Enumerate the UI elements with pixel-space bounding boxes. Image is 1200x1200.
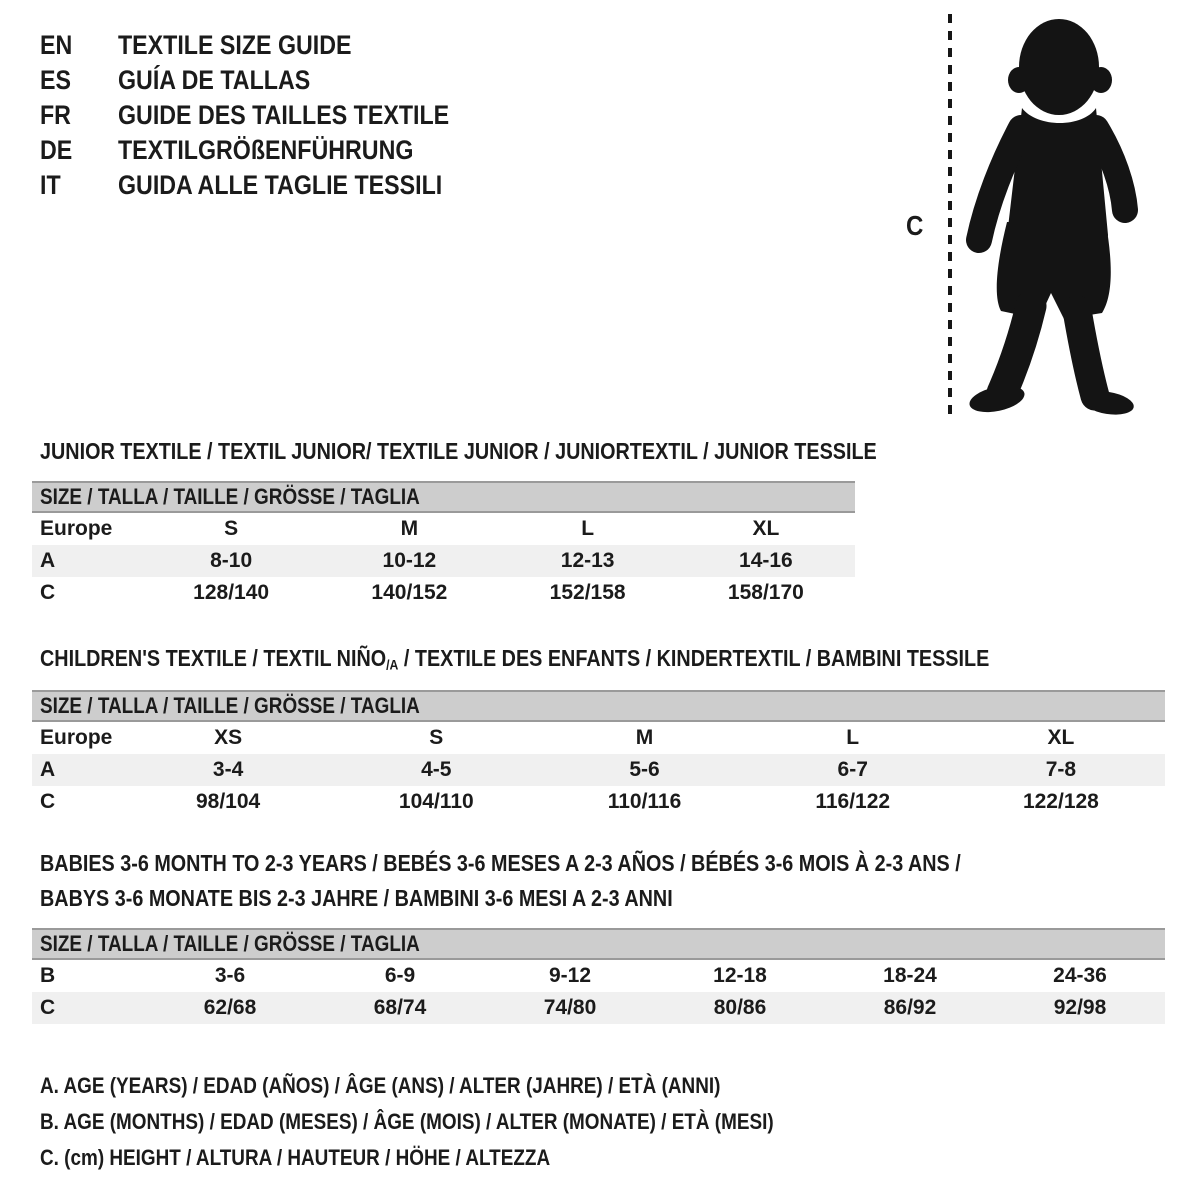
age-cell: 10-12 bbox=[382, 549, 437, 572]
size-table-junior bbox=[32, 481, 855, 609]
language-code: FR bbox=[40, 100, 71, 130]
table-header-bar: SIZE / TALLA / TAILLE / GRÖSSE / TAGLIA bbox=[32, 690, 1165, 722]
height-cell: 128/140 bbox=[193, 581, 270, 604]
height-cell: 158/170 bbox=[727, 581, 804, 604]
size-cell: M bbox=[635, 726, 654, 749]
section-title-babies-line2: BABYS 3-6 MONATE BIS 2-3 JAHRE / BAMBINI 3-6 MESI A 2-3 ANNI bbox=[40, 885, 673, 911]
row-label: A bbox=[40, 549, 56, 572]
age-cell: 3-4 bbox=[212, 758, 244, 781]
legend-age-years: A. AGE (YEARS) / EDAD (AÑOS) / ÂGE (ANS) / ALTER (JAHRE) / ETÀ (ANNI) bbox=[40, 1073, 721, 1098]
height-cell: 110/116 bbox=[607, 790, 682, 813]
row-label: Europe bbox=[40, 726, 113, 749]
language-title-list bbox=[40, 28, 503, 203]
row-label: C bbox=[40, 996, 56, 1019]
table-row-height bbox=[32, 786, 1165, 818]
height-cell: 140/152 bbox=[371, 581, 448, 604]
months-cell: 24-36 bbox=[1053, 964, 1107, 987]
language-row bbox=[40, 98, 503, 133]
legend-height-cm: C. (cm) HEIGHT / ALTURA / HAUTEUR / HÖHE / ALTEZZA bbox=[40, 1145, 551, 1170]
nino-a-subscript: /A bbox=[386, 657, 399, 674]
months-cell: 6-9 bbox=[384, 964, 416, 987]
table-row-months bbox=[32, 960, 1165, 992]
table-row-age bbox=[32, 545, 855, 577]
section-title-babies-line1: BABIES 3-6 MONTH TO 2-3 YEARS / BEBÉS 3-6 MESES A 2-3 AÑOS / BÉBÉS 3-6 MOIS À 2-3 ANS / bbox=[40, 850, 961, 876]
months-cell: 18-24 bbox=[883, 964, 937, 987]
height-cell: 152/158 bbox=[549, 581, 626, 604]
language-label: GUIDE DES TAILLES TEXTILE bbox=[118, 100, 450, 130]
legend bbox=[40, 1068, 893, 1176]
section-title-children: CHILDREN'S TEXTILE / TEXTIL NIÑO/A / TEXTILE DES ENFANTS / KINDERTEXTIL / BAMBINI TESSILE bbox=[40, 645, 990, 674]
table-header-bar: SIZE / TALLA / TAILLE / GRÖSSE / TAGLIA bbox=[32, 928, 1165, 960]
row-label: A bbox=[40, 758, 56, 781]
language-row bbox=[40, 133, 503, 168]
height-cell: 74/80 bbox=[543, 996, 597, 1019]
table-row-height bbox=[32, 992, 1165, 1024]
table-row-age bbox=[32, 754, 1165, 786]
size-table-children bbox=[32, 690, 1165, 818]
size-cell: L bbox=[581, 517, 595, 540]
language-label: GUIDA ALLE TAGLIE TESSILI bbox=[118, 170, 443, 200]
legend-age-months: B. AGE (MONTHS) / EDAD (MESES) / ÂGE (MOIS) / ALTER (MONATE) / ETÀ (MESI) bbox=[40, 1109, 774, 1134]
language-label: TEXTILE SIZE GUIDE bbox=[118, 30, 352, 60]
table-row-height bbox=[32, 577, 855, 609]
months-cell: 9-12 bbox=[548, 964, 592, 987]
toddler-silhouette bbox=[955, 10, 1145, 418]
table-row-europe bbox=[32, 513, 855, 545]
height-cell: 116/122 bbox=[815, 790, 891, 813]
size-cell: L bbox=[846, 726, 860, 749]
months-cell: 3-6 bbox=[214, 964, 246, 987]
height-cell: 86/92 bbox=[883, 996, 937, 1019]
size-cell: S bbox=[429, 726, 444, 749]
size-cell: XL bbox=[1047, 726, 1075, 749]
table-row-europe bbox=[32, 722, 1165, 754]
size-cell: XS bbox=[214, 726, 243, 749]
height-cell: 62/68 bbox=[203, 996, 257, 1019]
language-row bbox=[40, 63, 503, 98]
language-code: DE bbox=[40, 135, 73, 165]
height-cell: 80/86 bbox=[713, 996, 767, 1019]
height-cell: 92/98 bbox=[1053, 996, 1107, 1019]
age-cell: 12-13 bbox=[560, 549, 615, 572]
row-label: C bbox=[40, 790, 56, 813]
size-cell: S bbox=[224, 517, 239, 540]
language-code: ES bbox=[40, 65, 71, 95]
age-cell: 8-10 bbox=[210, 549, 253, 572]
size-table-babies bbox=[32, 928, 1165, 1024]
row-label: B bbox=[40, 964, 56, 987]
size-cell: M bbox=[400, 517, 419, 540]
height-dashed-line bbox=[948, 14, 952, 416]
row-label: Europe bbox=[40, 517, 113, 540]
size-cell: XL bbox=[752, 517, 780, 540]
age-cell: 5-6 bbox=[629, 758, 660, 781]
language-code: EN bbox=[40, 30, 73, 60]
language-label: TEXTILGRÖßENFÜHRUNG bbox=[118, 135, 414, 165]
row-label: C bbox=[40, 581, 56, 604]
table-header-bar: SIZE / TALLA / TAILLE / GRÖSSE / TAGLIA bbox=[32, 481, 855, 513]
section-title-junior: JUNIOR TEXTILE / TEXTIL JUNIOR/ TEXTILE JUNIOR / JUNIORTEXTIL / JUNIOR TESSILE bbox=[40, 438, 877, 464]
age-cell: 6-7 bbox=[837, 758, 868, 781]
language-row bbox=[40, 28, 503, 63]
months-cell: 12-18 bbox=[713, 964, 767, 987]
age-cell: 7-8 bbox=[1045, 758, 1077, 781]
language-row bbox=[40, 168, 503, 203]
age-cell: 4-5 bbox=[421, 758, 452, 781]
height-cell: 122/128 bbox=[1022, 790, 1099, 813]
language-code: IT bbox=[40, 170, 61, 200]
height-cell: 68/74 bbox=[373, 996, 427, 1019]
language-label: GUÍA DE TALLAS bbox=[118, 65, 311, 95]
height-cell: 104/110 bbox=[398, 790, 474, 813]
height-measure-label: C bbox=[906, 210, 924, 241]
age-cell: 14-16 bbox=[739, 549, 793, 572]
height-cell: 98/104 bbox=[195, 790, 261, 813]
